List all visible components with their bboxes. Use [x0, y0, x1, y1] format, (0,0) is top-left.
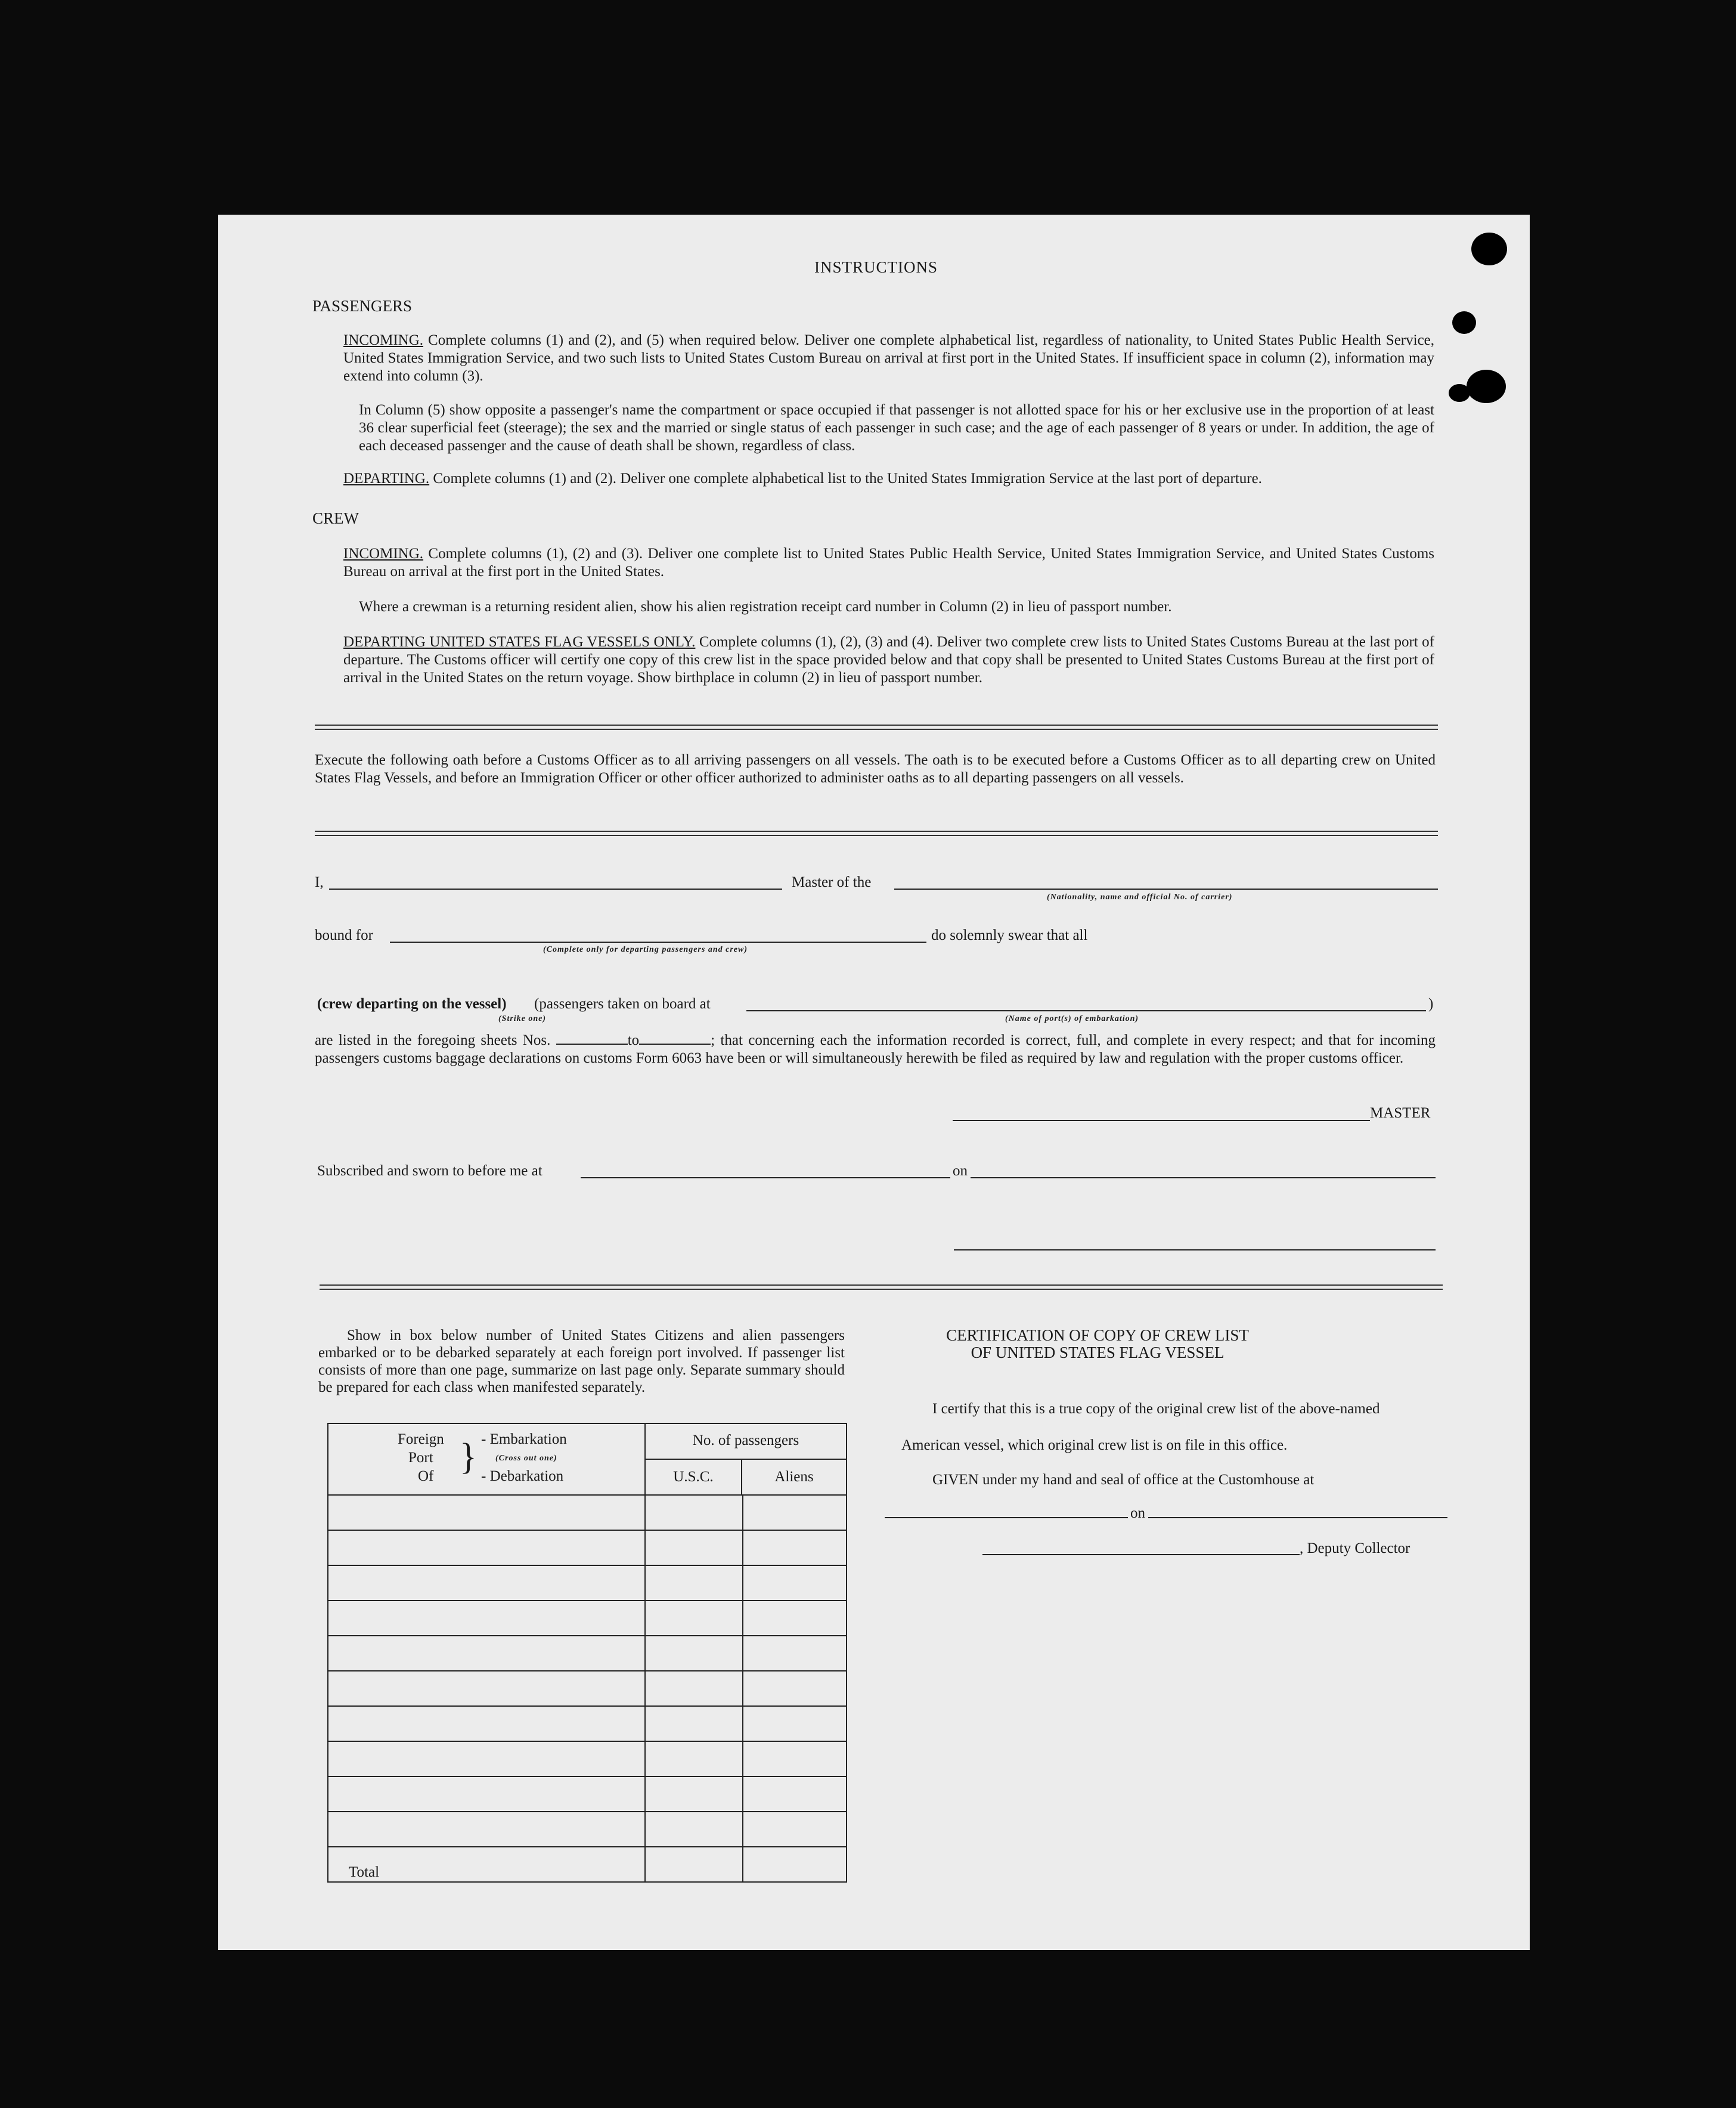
port-cell[interactable]: [328, 1565, 645, 1601]
usc-header: U.S.C.: [646, 1460, 742, 1494]
aliens-total-cell[interactable]: [743, 1847, 847, 1882]
passengers-departing: [343, 470, 1434, 488]
table-row: [328, 1671, 847, 1706]
oath-bound-for: bound for: [315, 927, 373, 943]
master-signature-line[interactable]: [953, 1120, 1370, 1121]
certification-line-3: GIVEN under my hand and seal of office at the Customhouse at: [932, 1472, 1315, 1488]
section-divider: [320, 1284, 1443, 1290]
usc-cell[interactable]: [645, 1495, 743, 1530]
usc-cell[interactable]: [645, 1671, 743, 1706]
passenger-summary-table: [327, 1423, 847, 1883]
table-row: [328, 1495, 847, 1530]
usc-cell[interactable]: [645, 1636, 743, 1671]
usc-cell[interactable]: [645, 1741, 743, 1776]
certification-title-2: OF UNITED STATES FLAG VESSEL: [971, 1344, 1224, 1361]
port-cell[interactable]: [328, 1776, 645, 1812]
crew-heading: CREW: [312, 509, 359, 527]
port-cell[interactable]: [328, 1495, 645, 1530]
ink-blot: [1471, 233, 1507, 265]
crew-flag-vessels: [343, 633, 1434, 687]
table-row: [328, 1812, 847, 1847]
sheet-to-blank[interactable]: [639, 1044, 711, 1045]
oath-i: I,: [315, 874, 324, 890]
oath-listed-a: are listed in the foregoing sheets Nos.: [315, 1032, 551, 1048]
table-row: [328, 1530, 847, 1565]
embarkation-port-blank[interactable]: [746, 1010, 1426, 1011]
usc-cell[interactable]: [645, 1812, 743, 1847]
brace-icon: }: [460, 1435, 477, 1477]
port-cell[interactable]: [328, 1671, 645, 1706]
total-row: [328, 1847, 847, 1882]
aliens-cell[interactable]: [743, 1706, 847, 1741]
sheet-from-blank[interactable]: [556, 1044, 628, 1045]
of-label: Of: [418, 1468, 434, 1484]
page-title: INSTRUCTIONS: [814, 258, 938, 276]
port-cell[interactable]: [328, 1741, 645, 1776]
nationality-note: (Nationality, name and official No. of carrier): [1047, 893, 1233, 902]
certification-line-2: American vessel, which original crew list is on file in this office.: [901, 1437, 1288, 1453]
passengers-departing-text: Complete columns (1) and (2). Deliver one complete alphabetical list to the United States Immigration Service at the last port of departure.: [433, 470, 1262, 487]
port-cell[interactable]: [328, 1706, 645, 1741]
usc-cell[interactable]: [645, 1530, 743, 1565]
passengers-incoming: [343, 332, 1434, 385]
usc-cell[interactable]: [645, 1776, 743, 1812]
deputy-signature-line[interactable]: [982, 1554, 1300, 1555]
aliens-cell[interactable]: [743, 1812, 847, 1847]
oath-to: to: [627, 1032, 640, 1048]
subscribed-on: on: [953, 1163, 968, 1179]
customhouse-blank[interactable]: [885, 1517, 1128, 1518]
master-label: MASTER: [1370, 1105, 1431, 1121]
subscribed-text: Subscribed and sworn to before me at: [317, 1163, 542, 1179]
oath-passengers-taken: (passengers taken on board at: [534, 996, 711, 1012]
master-name-blank[interactable]: [329, 889, 782, 890]
certification-line-1: I certify that this is a true copy of the original crew list of the above-named: [932, 1401, 1380, 1417]
vessel-name-blank[interactable]: [894, 889, 1438, 890]
debarkation-label: - Debarkation: [481, 1468, 564, 1484]
table-row: [328, 1565, 847, 1601]
oath-crew-departing: (crew departing on the vessel): [317, 996, 507, 1012]
foreign-label: Foreign: [398, 1431, 444, 1447]
destination-blank[interactable]: [390, 942, 926, 943]
usc-cell[interactable]: [645, 1706, 743, 1741]
table-row: [328, 1706, 847, 1741]
form-page: [218, 215, 1530, 1950]
officer-signature-line[interactable]: [954, 1249, 1436, 1250]
summary-text: Show in box below number of United States Citizens and alien passengers embarked or to be debarked separately at each foreign port involved. If passenger list consists of more than one page, summarize on last page only. Separate summary should be prepared for each class when manifested separately.: [318, 1327, 845, 1395]
oath-swear: do solemnly swear that all: [931, 927, 1088, 943]
passengers-heading: PASSENGERS: [312, 297, 413, 315]
oath-close-paren: ): [1428, 996, 1434, 1012]
aliens-cell[interactable]: [743, 1741, 847, 1776]
aliens-cell[interactable]: [743, 1495, 847, 1530]
usc-cell[interactable]: [645, 1565, 743, 1601]
crew-incoming: [343, 545, 1434, 581]
crew-flag-label: DEPARTING UNITED STATES FLAG VESSELS ONLY.: [343, 634, 696, 650]
passengers-column5: In Column (5) show opposite a passenger's name the compartment or space occupied if that passenger is not allotted space for his or her exclusive use in the proportion of at least 36 clear superficial feet (steerage); the sex and the married or single status of each passenger in such case; and the age of each passenger of 8 years or under. In addition, the age of each deceased passenger and the cause of death shall be shown, regardless of class.: [359, 402, 1434, 454]
ink-blot: [1467, 370, 1506, 403]
oath-listed: [315, 1032, 1436, 1067]
sworn-date-blank[interactable]: [971, 1177, 1436, 1178]
port-cell[interactable]: [328, 1812, 645, 1847]
passengers-incoming-text: Complete columns (1) and (2), and (5) when required below. Deliver one complete alphabetical list, regardless of nationality, to United States Public Health Service, United States Immigration Service, and two such lists to United States Custom Bureau on arrival at first port in the United States. If insufficient space in column (2), information may extend into column (3).: [343, 332, 1435, 384]
oath-intro: Execute the following oath before a Customs Officer as to all arriving passengers on all vessels. The oath is to be executed before a Customs Officer as to all departing crew on United States Flag Vessels, and before an Immigration Officer or other officer authorized to administer oaths as to all departing passengers on all vessels.: [315, 752, 1436, 786]
passengers-header-cell: [645, 1423, 847, 1495]
crew-resident: Where a crewman is a returning resident alien, show his alien registration receipt card number in Column (2) in lieu of passport number.: [359, 599, 1172, 615]
port-header-cell: [328, 1423, 645, 1495]
certification-date-blank[interactable]: [1148, 1517, 1447, 1518]
passengers-departing-label: DEPARTING.: [343, 470, 430, 487]
section-divider: [315, 831, 1438, 836]
table-row: [328, 1636, 847, 1671]
total-label: Total: [328, 1847, 645, 1882]
aliens-cell[interactable]: [743, 1776, 847, 1812]
ink-blot: [1449, 384, 1470, 402]
ink-blot: [1452, 311, 1476, 334]
certification-on: on: [1130, 1505, 1145, 1521]
table-row: [328, 1776, 847, 1812]
crew-flag-text: Complete columns (1), (2), (3) and (4). Deliver two complete crew lists to United States Customs Bureau at the last port of departure. The Customs officer will certify one copy of this crew list in the space provided below and that copy shall be presented to United States Customs Bureau at the first port of arrival in the United States on the return voyage. Show birthplace in column (2) in lieu of passport number.: [343, 634, 1434, 686]
aliens-cell[interactable]: [743, 1636, 847, 1671]
usc-total-cell[interactable]: [645, 1847, 743, 1882]
port-cell[interactable]: [328, 1530, 645, 1565]
crew-incoming-label: INCOMING.: [343, 546, 424, 562]
embarkation-label: - Embarkation: [481, 1431, 567, 1447]
port-cell[interactable]: [328, 1601, 645, 1636]
table-row: [328, 1601, 847, 1636]
table-row: [328, 1741, 847, 1776]
oath-listed-b: ; that concerning each the information recorded is correct, full, and complete in every respect; and that for incoming passengers customs baggage declarations on customs Form 6063 have been or will simultaneously herewith be filed as required by law and regulation with the proper customs officer.: [315, 1032, 1436, 1066]
port-label: Port: [408, 1450, 433, 1466]
cross-out-note: (Cross out one): [495, 1454, 557, 1463]
aliens-cell[interactable]: [743, 1565, 847, 1601]
passengers-incoming-label: INCOMING.: [343, 332, 424, 348]
certification-title-1: CERTIFICATION OF COPY OF CREW LIST: [946, 1326, 1249, 1344]
aliens-cell[interactable]: [743, 1601, 847, 1636]
section-divider: [315, 725, 1438, 730]
port-cell[interactable]: [328, 1636, 645, 1671]
no-passengers-label: No. of passengers: [646, 1424, 846, 1460]
sworn-place-blank[interactable]: [581, 1177, 950, 1178]
oath-master-of: Master of the: [792, 874, 872, 890]
deputy-collector-label: , Deputy Collector: [1300, 1540, 1410, 1556]
crew-incoming-text: Complete columns (1), (2) and (3). Deliver one complete list to United States Public Health Service, United States Immigration Service, and United States Customs Bureau on arrival at the first port in the United States.: [343, 546, 1435, 580]
strike-one-note: (Strike one): [498, 1014, 547, 1023]
complete-note: (Complete only for departing passengers and crew): [543, 945, 748, 954]
aliens-header: Aliens: [774, 1469, 814, 1485]
aliens-cell[interactable]: [743, 1530, 847, 1565]
aliens-cell[interactable]: [743, 1671, 847, 1706]
usc-cell[interactable]: [645, 1601, 743, 1636]
port-note: (Name of port(s) of embarkation): [1005, 1014, 1139, 1023]
